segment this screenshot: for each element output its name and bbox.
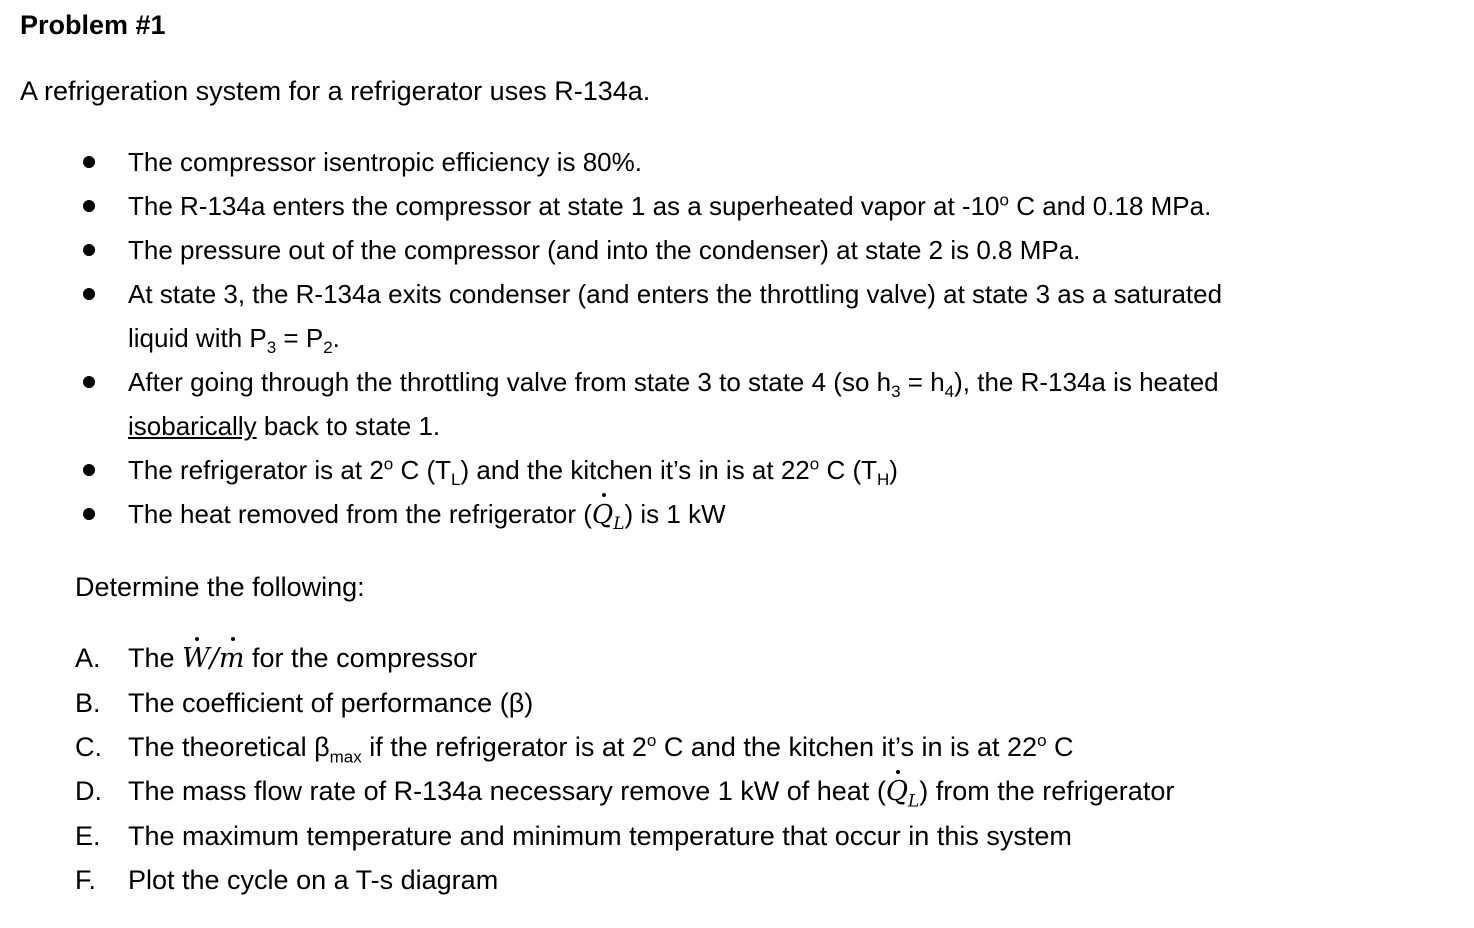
w-dot-symbol: W: [182, 637, 210, 681]
condition-item: [0, 184, 1474, 228]
condition-item: [0, 272, 1474, 360]
problem-title: Problem #1: [20, 10, 166, 40]
question-letter: A.: [75, 643, 101, 673]
determine-heading: Determine the following:: [75, 572, 365, 602]
bullet-icon: [83, 508, 95, 520]
bullet-icon: [83, 200, 95, 212]
question-item: [0, 769, 1474, 814]
given-conditions-list: [0, 140, 1474, 537]
question-item: [0, 814, 1474, 858]
question-letter: F.: [75, 865, 97, 895]
condition-item: [0, 448, 1474, 492]
condition-text: The heat removed from the refrigerator $(Q_L)$ is 1 kW: [128, 499, 726, 529]
question-letter: E.: [75, 821, 101, 851]
question-item: [0, 725, 1474, 769]
problem-intro: A refrigeration system for a refrigerator uses R-134a.: [20, 76, 651, 106]
condition-item: [0, 360, 1474, 448]
question-letter: D.: [75, 776, 102, 806]
question-item: [0, 636, 1474, 681]
condition-text: The pressure out of the compressor (and into the condenser) at state 2 is 0.8 MPa.: [128, 235, 1081, 265]
condition-text: After going through the throttling valve from state 3 to state 4 (so $h_3 = h_4$), the R-134a is heated isobarically back to state 1.: [128, 367, 1219, 441]
question-text: The W/m for the compressor: [128, 643, 477, 673]
condition-text: The compressor isentropic efficiency is 80%.: [128, 147, 642, 177]
question-text: Plot the cycle on a T-s diagram: [128, 865, 499, 895]
m-dot-symbol: m: [219, 637, 245, 681]
question-letter: C.: [75, 732, 102, 762]
condition-item: [0, 492, 1474, 537]
condition-text: The R-134a enters the compressor at state 1 as a superheated vapor at -10$^o$ C and 0.18 MPa.: [128, 190, 1212, 221]
bullet-icon: [83, 464, 95, 476]
question-item: [0, 858, 1474, 902]
bullet-icon: [83, 376, 95, 388]
condition-text: At state 3, the R-134a exits condenser (and enters the throttling valve) at state 3 as a saturated liquid with $P_3 = P_2$.: [128, 279, 1223, 358]
question-letter: B.: [75, 688, 101, 718]
condition-item: [0, 140, 1474, 184]
condition-text: The refrigerator is at 2$^o$ C $(T_L)$ and the kitchen it’s in is at 22$^o$ C $(T_H)$: [128, 454, 898, 490]
bullet-icon: [83, 288, 95, 300]
condition-item: [0, 228, 1474, 272]
question-item: [0, 681, 1474, 725]
question-text: The theoretical $\beta_{max}$ if the refrigerator is at 2$^o$ C and the kitchen it’s in is at 22$^o$ C: [128, 731, 1074, 767]
question-text: The maximum temperature and minimum temperature that occur in this system: [128, 821, 1072, 851]
question-text: The coefficient of performance (β): [128, 688, 534, 718]
bullet-icon: [83, 156, 95, 168]
q-dot-symbol: Q: [886, 770, 908, 814]
question-text: The mass flow rate of R-134a necessary remove 1 kW of heat $(Q_L)$ from the refrigerator: [128, 776, 1174, 806]
bullet-icon: [83, 244, 95, 256]
questions-list: [0, 636, 1474, 902]
q-dot-symbol: Q: [592, 493, 613, 537]
